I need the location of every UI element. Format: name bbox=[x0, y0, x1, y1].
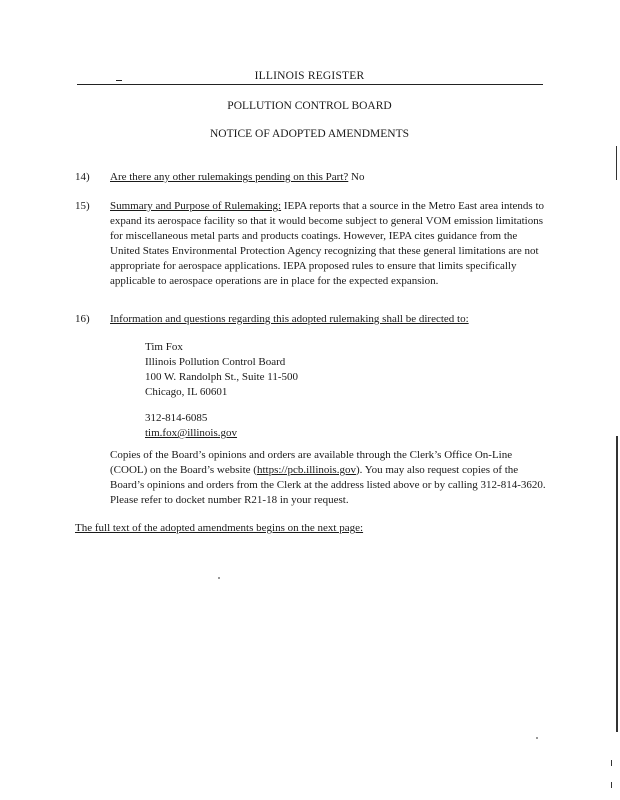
item-text: No bbox=[348, 171, 365, 183]
contact-phone: 312-814-6085 bbox=[145, 412, 208, 424]
contact-organization: Illinois Pollution Control Board bbox=[145, 356, 286, 368]
contact-street: 100 W. Randolph St., Suite 11-500 bbox=[145, 371, 298, 383]
notice-title: NOTICE OF ADOPTED AMENDMENTS bbox=[209, 128, 410, 140]
scan-edge-mark bbox=[616, 146, 617, 180]
contact-name: Tim Fox bbox=[145, 341, 183, 353]
copies-text-before: Copies of the Board’s opinions and orders are available through the Clerk’s Office On-Line (COOL) on the Board’s website ( bbox=[110, 449, 513, 476]
board-website-link[interactable]: https://pcb.illinois.gov bbox=[256, 464, 356, 476]
item-number: 15) bbox=[75, 200, 90, 212]
item-body bbox=[110, 312, 544, 327]
item-text: IEPA reports that a source in the Metro East area intends to expand its aerospace facility so that it would become subject to general VOM emission limitations for miscellaneous metal parts and products coatings. However, IEPA cites guidance from the United States Environmental Protection Agency recognizing that these general limitations are not appropriate for aerospace applications. IEPA proposed rules to ensure that limits specifically applicable to aerospace operations are in place for the expected expansion. bbox=[110, 200, 545, 287]
scan-speck bbox=[218, 577, 220, 579]
scan-speck bbox=[536, 737, 538, 739]
item-number: 16) bbox=[75, 313, 90, 325]
scan-edge-mark bbox=[611, 782, 612, 788]
item-number: 14) bbox=[75, 171, 90, 183]
board-title: POLLUTION CONTROL BOARD bbox=[227, 100, 392, 112]
item-body bbox=[110, 170, 544, 185]
contact-city: Chicago, IL 60601 bbox=[145, 386, 228, 398]
header-tick-mark bbox=[116, 80, 122, 81]
contact-email-link[interactable]: tim.fox@illinois.gov bbox=[145, 427, 238, 439]
scan-edge-mark bbox=[616, 436, 618, 732]
copies-paragraph bbox=[110, 448, 546, 508]
register-title: ILLINOIS REGISTER bbox=[254, 70, 365, 82]
full-text-notice: The full text of the adopted amendments begins on the next page: bbox=[75, 522, 364, 534]
item-label: Information and questions regarding this adopted rulemaking shall be directed to: bbox=[110, 313, 469, 325]
item-label: Are there any other rulemakings pending on this Part? bbox=[110, 171, 349, 183]
header-divider bbox=[77, 84, 543, 85]
scan-edge-mark bbox=[611, 760, 612, 766]
item-body bbox=[110, 199, 544, 289]
copies-text-after: ). You may also request copies of the Board’s opinions and orders from the Clerk at the address listed above or by calling 312-814-3620. Please refer to docket number R21-18 in your request. bbox=[110, 464, 546, 506]
item-label: Summary and Purpose of Rulemaking: bbox=[110, 200, 282, 212]
